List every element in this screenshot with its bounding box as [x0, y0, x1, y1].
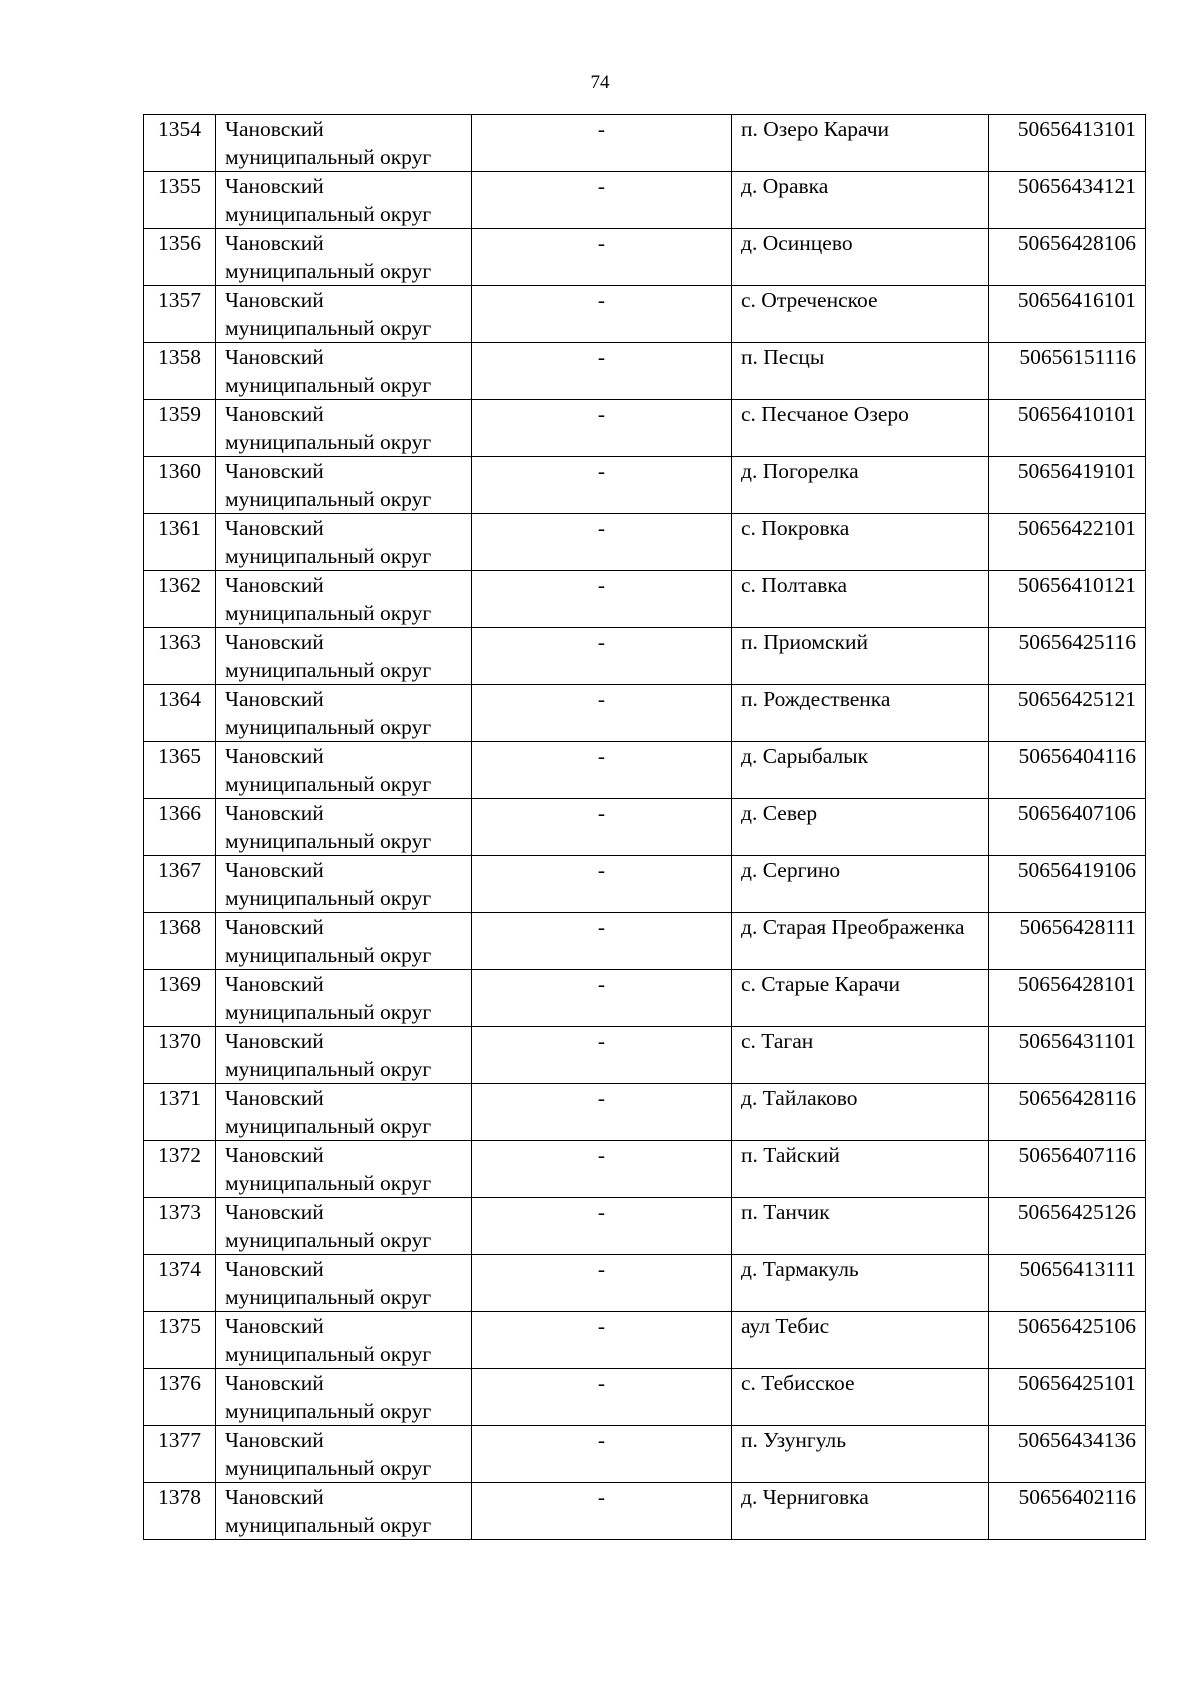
oktmo-code-cell: 50656422101	[989, 514, 1146, 571]
oktmo-code-cell: 50656402116	[989, 1483, 1146, 1540]
oktmo-code-cell: 50656425106	[989, 1312, 1146, 1369]
oktmo-code-cell: 50656410101	[989, 400, 1146, 457]
dash-cell: -	[472, 286, 732, 343]
district-cell: Чановский муниципальный округ	[216, 856, 472, 913]
table-row	[144, 1312, 1146, 1369]
district-cell: Чановский муниципальный округ	[216, 571, 472, 628]
oktmo-code-cell: 50656404116	[989, 742, 1146, 799]
district-cell: Чановский муниципальный округ	[216, 799, 472, 856]
row-number: 1356	[144, 229, 216, 286]
row-number: 1361	[144, 514, 216, 571]
oktmo-code-cell: 50656407106	[989, 799, 1146, 856]
oktmo-code-cell: 50656413101	[989, 115, 1146, 172]
dash-cell: -	[472, 1027, 732, 1084]
table-row	[144, 1255, 1146, 1312]
district-cell: Чановский муниципальный округ	[216, 457, 472, 514]
row-number: 1358	[144, 343, 216, 400]
district-cell: Чановский муниципальный округ	[216, 115, 472, 172]
settlement-cell: п. Песцы	[732, 343, 989, 400]
dash-cell: -	[472, 1141, 732, 1198]
oktmo-code-cell: 50656425116	[989, 628, 1146, 685]
district-cell: Чановский муниципальный округ	[216, 1255, 472, 1312]
dash-cell: -	[472, 1312, 732, 1369]
row-number: 1365	[144, 742, 216, 799]
table-row	[144, 115, 1146, 172]
dash-cell: -	[472, 1198, 732, 1255]
table-row	[144, 229, 1146, 286]
table-row	[144, 1483, 1146, 1540]
oktmo-code-cell: 50656431101	[989, 1027, 1146, 1084]
district-cell: Чановский муниципальный округ	[216, 343, 472, 400]
table-row	[144, 685, 1146, 742]
oktmo-code-cell: 50656425121	[989, 685, 1146, 742]
settlement-cell: п. Узунгуль	[732, 1426, 989, 1483]
table-row	[144, 1141, 1146, 1198]
oktmo-code-cell: 50656407116	[989, 1141, 1146, 1198]
dash-cell: -	[472, 115, 732, 172]
row-number: 1377	[144, 1426, 216, 1483]
dash-cell: -	[472, 970, 732, 1027]
district-cell: Чановский муниципальный округ	[216, 913, 472, 970]
settlements-table	[143, 114, 1146, 1540]
table-row	[144, 514, 1146, 571]
row-number: 1367	[144, 856, 216, 913]
row-number: 1368	[144, 913, 216, 970]
row-number: 1354	[144, 115, 216, 172]
settlement-cell: п. Приомский	[732, 628, 989, 685]
oktmo-code-cell: 50656425126	[989, 1198, 1146, 1255]
oktmo-code-cell: 50656428101	[989, 970, 1146, 1027]
dash-cell: -	[472, 856, 732, 913]
district-cell: Чановский муниципальный округ	[216, 970, 472, 1027]
table-row	[144, 400, 1146, 457]
district-cell: Чановский муниципальный округ	[216, 286, 472, 343]
dash-cell: -	[472, 457, 732, 514]
district-cell: Чановский муниципальный округ	[216, 229, 472, 286]
district-cell: Чановский муниципальный округ	[216, 514, 472, 571]
settlement-cell: д. Погорелка	[732, 457, 989, 514]
settlement-cell: с. Песчаное Озеро	[732, 400, 989, 457]
row-number: 1357	[144, 286, 216, 343]
settlement-cell: д. Север	[732, 799, 989, 856]
row-number: 1364	[144, 685, 216, 742]
table-row	[144, 172, 1146, 229]
oktmo-code-cell: 50656419101	[989, 457, 1146, 514]
row-number: 1359	[144, 400, 216, 457]
table-row	[144, 913, 1146, 970]
oktmo-code-cell: 50656413111	[989, 1255, 1146, 1312]
table-row	[144, 856, 1146, 913]
dash-cell: -	[472, 571, 732, 628]
dash-cell: -	[472, 685, 732, 742]
table-row	[144, 1369, 1146, 1426]
row-number: 1375	[144, 1312, 216, 1369]
dash-cell: -	[472, 400, 732, 457]
row-number: 1371	[144, 1084, 216, 1141]
table-row	[144, 799, 1146, 856]
district-cell: Чановский муниципальный округ	[216, 1369, 472, 1426]
oktmo-code-cell: 50656428116	[989, 1084, 1146, 1141]
oktmo-code-cell: 50656425101	[989, 1369, 1146, 1426]
table-row	[144, 742, 1146, 799]
settlement-cell: с. Старые Карачи	[732, 970, 989, 1027]
row-number: 1372	[144, 1141, 216, 1198]
settlement-cell: п. Тайский	[732, 1141, 989, 1198]
row-number: 1360	[144, 457, 216, 514]
dash-cell: -	[472, 628, 732, 685]
settlement-cell: д. Сергино	[732, 856, 989, 913]
district-cell: Чановский муниципальный округ	[216, 1141, 472, 1198]
settlement-cell: д. Тармакуль	[732, 1255, 989, 1312]
district-cell: Чановский муниципальный округ	[216, 1426, 472, 1483]
table-row	[144, 1027, 1146, 1084]
settlement-cell: д. Тайлаково	[732, 1084, 989, 1141]
settlement-cell: д. Черниговка	[732, 1483, 989, 1540]
settlement-cell: с. Тебисское	[732, 1369, 989, 1426]
row-number: 1378	[144, 1483, 216, 1540]
dash-cell: -	[472, 1369, 732, 1426]
dash-cell: -	[472, 1084, 732, 1141]
table-row	[144, 571, 1146, 628]
oktmo-code-cell: 50656434136	[989, 1426, 1146, 1483]
row-number: 1373	[144, 1198, 216, 1255]
oktmo-code-cell: 50656151116	[989, 343, 1146, 400]
settlement-cell: д. Осинцево	[732, 229, 989, 286]
district-cell: Чановский муниципальный округ	[216, 1084, 472, 1141]
dash-cell: -	[472, 343, 732, 400]
district-cell: Чановский муниципальный округ	[216, 685, 472, 742]
oktmo-code-cell: 50656428106	[989, 229, 1146, 286]
row-number: 1376	[144, 1369, 216, 1426]
district-cell: Чановский муниципальный округ	[216, 628, 472, 685]
district-cell: Чановский муниципальный округ	[216, 400, 472, 457]
district-cell: Чановский муниципальный округ	[216, 1483, 472, 1540]
row-number: 1355	[144, 172, 216, 229]
table-row	[144, 628, 1146, 685]
settlement-cell: п. Рождественка	[732, 685, 989, 742]
table-row	[144, 343, 1146, 400]
table-row	[144, 286, 1146, 343]
district-cell: Чановский муниципальный округ	[216, 1027, 472, 1084]
settlement-cell: с. Отреченское	[732, 286, 989, 343]
settlement-cell: п. Танчик	[732, 1198, 989, 1255]
district-cell: Чановский муниципальный округ	[216, 172, 472, 229]
row-number: 1369	[144, 970, 216, 1027]
row-number: 1362	[144, 571, 216, 628]
oktmo-code-cell: 50656434121	[989, 172, 1146, 229]
row-number: 1363	[144, 628, 216, 685]
settlement-cell: п. Озеро Карачи	[732, 115, 989, 172]
dash-cell: -	[472, 913, 732, 970]
district-cell: Чановский муниципальный округ	[216, 742, 472, 799]
settlement-cell: с. Покровка	[732, 514, 989, 571]
dash-cell: -	[472, 799, 732, 856]
row-number: 1370	[144, 1027, 216, 1084]
table-row	[144, 1084, 1146, 1141]
settlement-cell: аул Тебис	[732, 1312, 989, 1369]
settlement-cell: д. Сарыбалык	[732, 742, 989, 799]
table-row	[144, 1426, 1146, 1483]
settlement-cell: д. Старая Преображенка	[732, 913, 989, 970]
settlement-cell: с. Полтавка	[732, 571, 989, 628]
dash-cell: -	[472, 172, 732, 229]
table-body	[144, 115, 1146, 1540]
dash-cell: -	[472, 1483, 732, 1540]
table-row	[144, 457, 1146, 514]
dash-cell: -	[472, 229, 732, 286]
oktmo-code-cell: 50656416101	[989, 286, 1146, 343]
page-number: 74	[590, 72, 610, 93]
district-cell: Чановский муниципальный округ	[216, 1198, 472, 1255]
dash-cell: -	[472, 1426, 732, 1483]
settlement-cell: д. Оравка	[732, 172, 989, 229]
table-row	[144, 1198, 1146, 1255]
district-cell: Чановский муниципальный округ	[216, 1312, 472, 1369]
settlement-cell: с. Таган	[732, 1027, 989, 1084]
oktmo-code-cell: 50656419106	[989, 856, 1146, 913]
row-number: 1374	[144, 1255, 216, 1312]
oktmo-code-cell: 50656410121	[989, 571, 1146, 628]
oktmo-code-cell: 50656428111	[989, 913, 1146, 970]
dash-cell: -	[472, 514, 732, 571]
dash-cell: -	[472, 742, 732, 799]
table-row	[144, 970, 1146, 1027]
dash-cell: -	[472, 1255, 732, 1312]
row-number: 1366	[144, 799, 216, 856]
